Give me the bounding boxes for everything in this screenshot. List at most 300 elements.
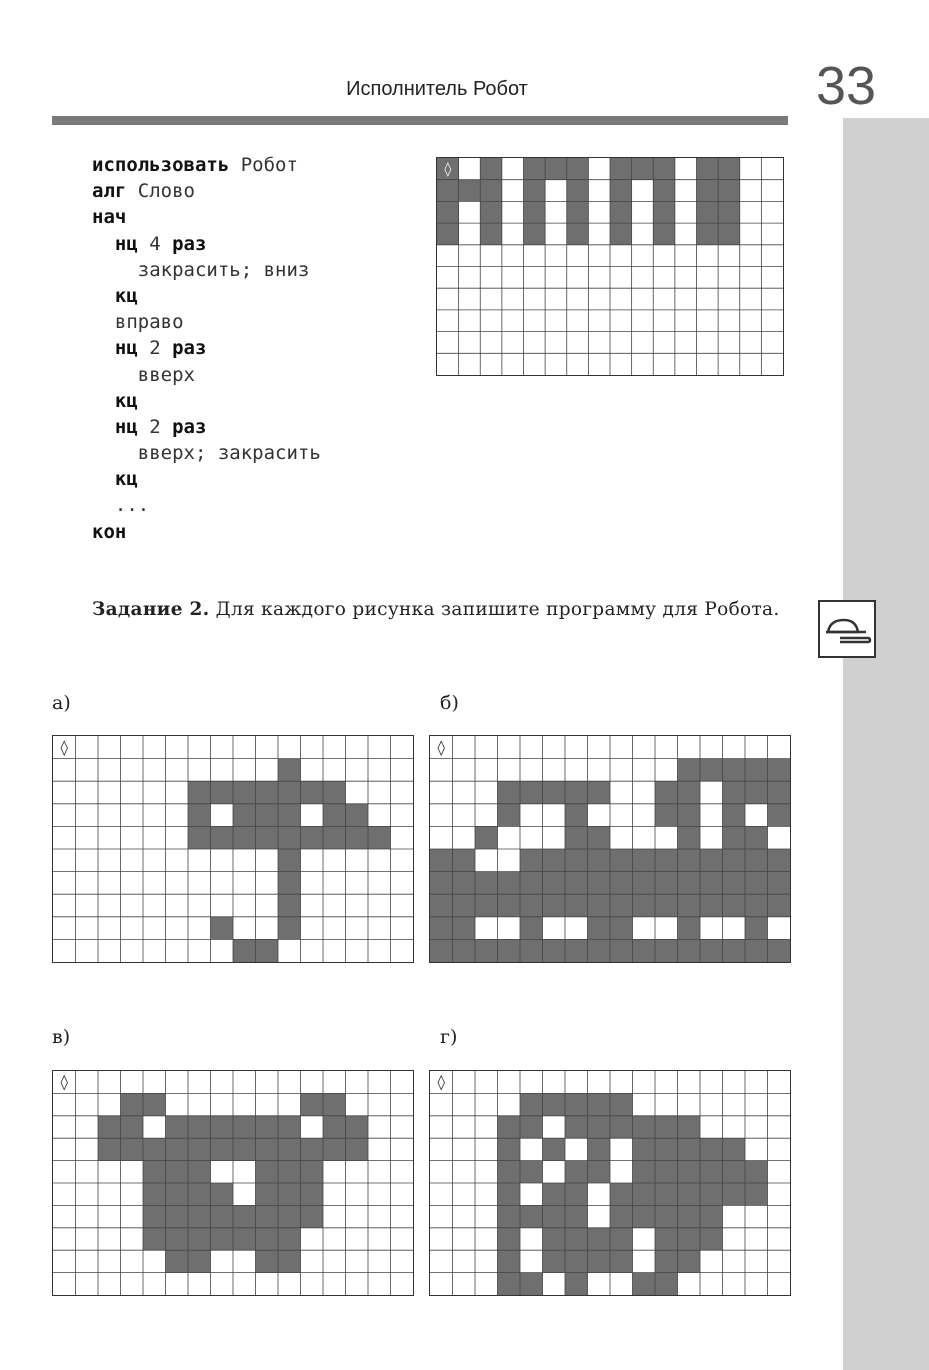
filled-cell [678,1138,701,1160]
filled-cell [700,1138,723,1160]
label-v: в) [52,1026,71,1048]
filled-cell [188,1183,211,1205]
filled-cell [723,826,746,849]
filled-cell [143,1228,166,1250]
start-marker-icon: ◊ [437,1073,445,1092]
filled-cell [633,1273,656,1295]
filled-cell [655,1183,678,1205]
filled-cell [723,804,746,827]
filled-cell [565,804,588,827]
filled-cell [524,180,546,202]
filled-cell [278,872,301,895]
code-text: Робот [229,154,298,176]
filled-cell [565,1273,588,1295]
code-text: 2 [137,415,173,438]
filled-cell [256,1161,279,1183]
filled-cell [166,1183,189,1205]
filled-cell [256,804,279,827]
filled-cell [437,201,459,223]
filled-cell [256,1183,279,1205]
filled-cell [700,759,723,782]
filled-cell [323,804,346,827]
filled-cell [768,894,791,917]
filled-cell [143,1093,166,1115]
filled-cell [718,180,740,202]
filled-cell [480,201,502,223]
filled-cell [633,1138,656,1160]
filled-cell [166,1161,189,1183]
code-line [92,204,321,230]
filled-cell [655,1116,678,1138]
mouse-icon [818,600,876,658]
filled-cell [346,1138,369,1160]
filled-cell [655,1138,678,1160]
filled-cell [278,759,301,782]
filled-cell [633,872,656,895]
filled-cell [543,894,566,917]
filled-cell [745,849,768,872]
filled-cell [588,1228,611,1250]
code-text: вверх [92,363,195,386]
filled-cell [430,894,453,917]
filled-cell [567,158,589,180]
filled-cell [545,158,567,180]
filled-cell [301,1183,324,1205]
filled-cell [723,759,746,782]
filled-cell [278,1183,301,1205]
filled-cell [233,1138,256,1160]
filled-cell [588,781,611,804]
filled-cell [498,894,521,917]
code-line [92,178,321,204]
filled-cell [678,759,701,782]
filled-cell [524,223,546,245]
filled-cell [301,1205,324,1227]
code-line [92,414,321,440]
filled-cell [520,917,543,940]
filled-cell [498,1161,521,1183]
filled-cell [768,804,791,827]
filled-cell [723,1138,746,1160]
filled-cell [480,223,502,245]
filled-cell [143,1183,166,1205]
filled-cell [745,939,768,962]
filled-cell [256,1250,279,1272]
filled-cell [498,1116,521,1138]
filled-cell [520,1205,543,1227]
filled-cell [278,849,301,872]
filled-cell [697,158,719,180]
filled-cell [166,1138,189,1160]
filled-cell [301,1161,324,1183]
filled-cell [700,1228,723,1250]
filled-cell [565,826,588,849]
task-2 [52,596,788,623]
filled-cell [678,781,701,804]
code-line [92,519,321,545]
filled-cell [278,804,301,827]
filled-cell [520,1116,543,1138]
filled-cell [745,759,768,782]
filled-cell [655,872,678,895]
filled-cell [188,1250,211,1272]
filled-cell [610,1093,633,1115]
filled-cell [655,849,678,872]
filled-cell [475,872,498,895]
filled-cell [98,1138,121,1160]
code-keyword: кон [92,520,127,543]
filled-cell [565,1183,588,1205]
header-rule [52,116,788,125]
filled-cell [697,201,719,223]
filled-cell [233,939,256,962]
filled-cell [565,1116,588,1138]
filled-cell [543,1093,566,1115]
code-text: 2 [137,337,173,360]
filled-cell [678,939,701,962]
filled-cell [633,849,656,872]
filled-cell [166,1116,189,1138]
filled-cell [633,1183,656,1205]
filled-cell [700,872,723,895]
filled-cell [565,939,588,962]
filled-cell [211,826,234,849]
filled-cell [256,1205,279,1227]
filled-cell [697,180,719,202]
task-number: Задание 2. [92,599,210,620]
filled-cell [188,1205,211,1227]
filled-cell [430,849,453,872]
code-keyword: нц [114,415,138,438]
filled-cell [565,1205,588,1227]
code-line [92,309,321,335]
code-text [92,285,115,307]
filled-cell [655,1228,678,1250]
filled-cell [453,872,476,895]
filled-cell [188,804,211,827]
filled-cell [475,939,498,962]
filled-cell [697,223,719,245]
filled-cell [610,849,633,872]
label-b: б) [440,692,459,714]
filled-cell [700,1205,723,1227]
code-text [92,416,115,438]
filled-cell [723,781,746,804]
filled-cell [520,894,543,917]
filled-cell [211,781,234,804]
filled-cell [678,1205,701,1227]
code-keyword: нц [114,232,138,255]
filled-cell [610,939,633,962]
code-line [92,388,321,414]
code-text: вправо [92,311,184,334]
code-keyword: раз [172,415,207,438]
filled-cell [498,1138,521,1160]
filled-cell [346,1116,369,1138]
code-keyword: раз [172,337,207,360]
filled-cell [233,1116,256,1138]
filled-cell [745,917,768,940]
filled-cell [121,1093,144,1115]
code-line [92,362,321,388]
filled-cell [188,1138,211,1160]
filled-cell [346,826,369,849]
filled-cell [256,1116,279,1138]
grid-g-elephant [429,1070,791,1296]
filled-cell [188,781,211,804]
filled-cell [678,917,701,940]
code-text [92,233,115,255]
filled-cell [655,1273,678,1295]
filled-cell [430,872,453,895]
filled-cell [301,826,324,849]
filled-cell [278,1250,301,1272]
filled-cell [610,180,632,202]
filled-cell [768,872,791,895]
filled-cell [480,158,502,180]
filled-cell [567,201,589,223]
code-text: Слово [126,180,195,203]
filled-cell [678,1116,701,1138]
code-keyword: раз [172,232,207,255]
filled-cell [453,917,476,940]
filled-cell [588,1093,611,1115]
filled-cell [498,781,521,804]
filled-cell [211,1228,234,1250]
code-line [92,440,321,466]
filled-cell [278,1138,301,1160]
filled-cell [700,1183,723,1205]
filled-cell [211,917,234,940]
code-text: ... [92,494,150,517]
code-keyword: кц [114,284,138,307]
filled-cell [121,1138,144,1160]
filled-cell [588,1138,611,1160]
filled-cell [543,1183,566,1205]
filled-cell [524,158,546,180]
filled-cell [718,158,740,180]
filled-cell [256,781,279,804]
filled-cell [520,1273,543,1295]
filled-cell [323,1138,346,1160]
filled-cell [700,939,723,962]
filled-cell [256,1138,279,1160]
filled-cell [565,872,588,895]
filled-cell [278,1205,301,1227]
filled-cell [565,1093,588,1115]
label-g: г) [440,1026,458,1048]
filled-cell [498,1273,521,1295]
filled-cell [256,939,279,962]
filled-cell [678,826,701,849]
filled-cell [653,158,675,180]
filled-cell [437,180,459,202]
program-listing [92,152,321,545]
filled-cell [543,1138,566,1160]
start-marker-icon: ◊ [60,738,68,757]
filled-cell [233,826,256,849]
filled-cell [498,1205,521,1227]
filled-cell [166,1205,189,1227]
filled-cell [610,223,632,245]
filled-cell [233,781,256,804]
filled-cell [301,781,324,804]
filled-cell [565,1161,588,1183]
grid-b-car [429,735,791,963]
filled-cell [588,826,611,849]
filled-cell [543,872,566,895]
filled-cell [768,939,791,962]
code-keyword: использовать [92,154,230,176]
filled-cell [655,804,678,827]
code-line [92,466,321,492]
filled-cell [565,849,588,872]
filled-cell [655,1205,678,1227]
start-marker-icon: ◊ [60,1073,68,1092]
label-a: а) [52,692,71,714]
filled-cell [520,781,543,804]
filled-cell [121,1116,144,1138]
filled-cell [723,939,746,962]
filled-cell [520,1161,543,1183]
filled-cell [278,1228,301,1250]
filled-cell [233,804,256,827]
filled-cell [653,223,675,245]
filled-cell [745,826,768,849]
filled-cell [453,939,476,962]
filled-cell [653,180,675,202]
filled-cell [588,1116,611,1138]
filled-cell [610,1183,633,1205]
filled-cell [323,781,346,804]
filled-cell [543,939,566,962]
filled-cell [143,1138,166,1160]
grid-word-robot [436,157,784,376]
filled-cell [323,826,346,849]
filled-cell [520,1093,543,1115]
filled-cell [633,1205,656,1227]
filled-cell [233,1228,256,1250]
code-text [92,468,115,490]
page-sidebar [843,118,929,1370]
filled-cell [610,1205,633,1227]
filled-cell [588,849,611,872]
filled-cell [588,917,611,940]
filled-cell [565,1228,588,1250]
code-text [92,390,115,412]
code-keyword: кц [114,468,138,491]
filled-cell [368,826,391,849]
filled-cell [718,201,740,223]
filled-cell [655,1161,678,1183]
filled-cell [768,781,791,804]
code-line [92,283,321,309]
filled-cell [723,1183,746,1205]
filled-cell [211,1205,234,1227]
filled-cell [610,1116,633,1138]
filled-cell [278,781,301,804]
filled-cell [610,872,633,895]
filled-cell [98,1116,121,1138]
filled-cell [188,1228,211,1250]
filled-cell [459,180,481,202]
filled-cell [256,1228,279,1250]
code-text: закрасить; вниз [92,258,310,281]
filled-cell [323,1116,346,1138]
filled-cell [610,201,632,223]
filled-cell [745,1161,768,1183]
filled-cell [188,826,211,849]
filled-cell [678,804,701,827]
filled-cell [745,781,768,804]
filled-cell [520,849,543,872]
filled-cell [678,894,701,917]
code-text [92,337,115,359]
filled-cell [256,826,279,849]
filled-cell [323,1093,346,1115]
filled-cell [632,158,654,180]
filled-cell [700,894,723,917]
task-text: Для каждого рисунка запишите программу для Робота. [209,599,780,620]
code-keyword: нц [114,337,138,360]
code-keyword: кц [114,389,138,412]
filled-cell [745,1183,768,1205]
filled-cell [567,223,589,245]
filled-cell [678,849,701,872]
filled-cell [498,1228,521,1250]
filled-cell [233,1205,256,1227]
filled-cell [301,1138,324,1160]
filled-cell [610,894,633,917]
filled-cell [723,1161,746,1183]
filled-cell [723,849,746,872]
filled-cell [520,872,543,895]
filled-cell [480,180,502,202]
filled-cell [278,826,301,849]
filled-cell [768,849,791,872]
filled-cell [498,804,521,827]
code-line [92,152,321,178]
filled-cell [346,804,369,827]
filled-cell [723,894,746,917]
filled-cell [211,1138,234,1160]
filled-cell [678,1250,701,1272]
filled-cell [565,781,588,804]
page-title: Исполнитель Робот [346,78,528,100]
code-line [92,335,321,361]
filled-cell [543,1250,566,1272]
filled-cell [498,1250,521,1272]
filled-cell [543,849,566,872]
filled-cell [430,939,453,962]
filled-cell [655,894,678,917]
filled-cell [655,1250,678,1272]
filled-cell [610,1250,633,1272]
filled-cell [610,158,632,180]
filled-cell [278,894,301,917]
filled-cell [498,872,521,895]
filled-cell [520,939,543,962]
filled-cell [565,1250,588,1272]
filled-cell [678,872,701,895]
filled-cell [543,1228,566,1250]
filled-cell [278,1161,301,1183]
grid-a-umbrella [52,735,414,963]
filled-cell [588,894,611,917]
filled-cell [166,1228,189,1250]
filled-cell [588,1161,611,1183]
code-line [92,231,321,257]
